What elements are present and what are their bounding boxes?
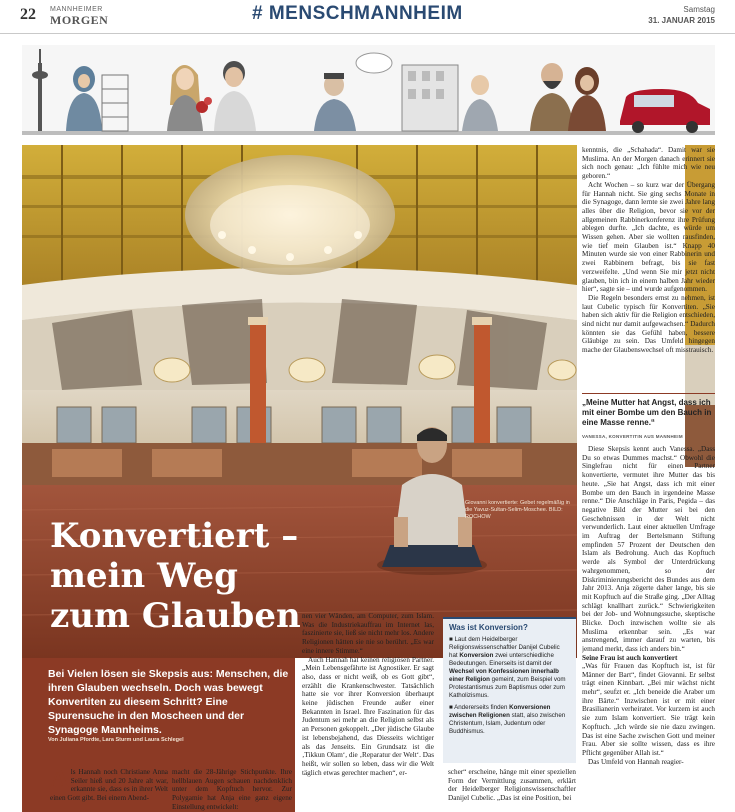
article-right-p6: Das Umfeld von Hannah reagier- (588, 757, 684, 766)
article-main-p1: nen vier Wänden, am Computer, zum Islam. Was die Industriekauffrau im Internet las, faszinierte sie, ließ sie nicht mehr los. Andere Religionen hätten sie nie so berührt. „Es war eine innere Stimme.“ (302, 612, 434, 655)
article-right-p1: kenntnis, die „Schahada“. Damit war sie Muslima. An der Morgen danach erinnert sie sich noch genau: „Ich fühlte mich wie neu geboren.“ (582, 146, 715, 181)
article-right-p5: „Was für Frauen das Kopftuch ist, ist für Männer der Bart“, findet Giovanni. Er selbst trägt einen Kinnbart. „Bei mir wächst nicht mehr“, seufzt er. „Ich beneide die Araber um ihre Bärte.“ Inzwischen ist er mit einer Brasilianerin verheiratet. Vor kurzem ist auch sie zum Islam konvertiert. Sie trägt kein Kopftuch. „Ich würde sie nie dazu zwingen. Das ist eine Sache zwischen Gott und meiner Frau. Aber sie sollte wissen, dass es ihre Pflicht gegenüber Allah ist.“ (582, 661, 715, 757)
pull-quote-text: „Meine Mutter hat Angst, dass ich mit einer Bombe um den Bauch in eine Masse renne.“ (582, 398, 712, 427)
article-col2-text: macht die 28-Jährige Stichpunkte. Ihre hellblauen Augen schauen nachdenklich unter dem Kopftuch hervor. Zur Polygamie hat Anja eine ganz eigene Einstellung entwickelt: (172, 768, 292, 811)
article-subheading: Seine Frau ist auch konvertiert (582, 653, 678, 662)
article-column-right-bottom (582, 445, 715, 812)
headline-line2: mein Weg (50, 556, 238, 596)
section-title: # MENSCHMANNHEIM (252, 3, 463, 24)
info-box-title: Was ist Konversion? (449, 623, 528, 632)
headline-line1: Konvertiert – (50, 516, 299, 556)
article-main-p2: Auch Hannah hat keinen religiösen Partner. „Mein Lebensgefährte ist Agnostiker. Er sagt also, dass er nicht weiß, ob es Gott gibt“, erzählt die Krankenschwester. Tatsächlich hatte sie vor ihrer Konversion überhaupt keine jüdischen Freunde außer einer Bekannten in Israel. Ihre Faszination für das Judentum sei mehr an die Religion selbst als an Personen gekoppelt. „Der jüdische Glaube ist lebensbejahend, das Diesseits wichtiger als das Jenseits. Ein Grundsatz ist die ‚Tikkun Olam‘, die ‚Reparatur der Welt‘. Das heißt, wir sollen so leben, dass wir die Welt täglich etwas gerechter machen“, er- (302, 655, 434, 777)
caption-credit: BILD: ROCHOW (465, 507, 563, 520)
byline: Von Juliana Pfordte, Lara Sturm und Laura Schlegel (48, 737, 184, 743)
lead-text: Bei Vielen lösen sie Skepsis aus: Menschen, die ihren Glauben wechseln. Doch was bewegt Konvertiten zu diesem Schritt? Eine Spurensuche in den Moscheen und der Synagoge Mannheims. (48, 668, 289, 736)
article-column-3 (302, 612, 434, 812)
info-box (443, 617, 576, 763)
article-right-p2: Acht Wochen – so kurz war der Übergang für Hannah nicht. Sie ging sechs Monate in die Synagoge, dann lernte sie zwei Jahre lang alles über die Religion, bevor sie vor der allgemeinen Rabbinerkonferenz ihre Prüfung ablegen durfte. „Ich dachte, es würde um Wissen gehen. Aber sie wollten rausfinden, wie tief mein Glauben ist.“ Knapp 40 Minuten wurde sie von einer Rabbinerin und zwei Rabbinern befragt, bis sie fast verzweifelte. „Und wenn Sie mir jetzt nicht glauben, bin ich in einem halben Jahr wieder hier“, sagte sie – und wurde aufgenommen. (582, 180, 715, 294)
article-right-p3: Die Regeln besonders ernst zu nehmen, ist laut Cubelic typisch für Konvertiten. „Sie haben sich aktiv für die Religion entschieden, sind nicht nur damit aufgewachsen.“ Dadurch könnten sie das Gefühl haben, bessere Gläubige zu sein. Das Umfeld hingegen mache der Glaubenswechsel oft misstrauisch. (582, 293, 715, 355)
issue-date (648, 4, 715, 26)
dropcap: A (50, 768, 69, 793)
newspaper-name-line1: MANNHEIMER (50, 6, 103, 13)
article-column-right-top (582, 146, 715, 386)
weekday: Samstag (683, 5, 715, 14)
info-box-paragraph-1: ■ Laut dem Heidelberger Religionswissenschaftler Danijel Cubelic hat Konversion zwei unterschiedliche Bedeutungen. Einerseits ist damit der Wechsel von Konfessionen innerhalb einer Religion gemeint, zum Beispiel vom Protestantismus zum Baptismus oder zum Katholizismus. (449, 636, 566, 699)
illustrated-banner (22, 45, 715, 135)
date: 31. JANUAR 2015 (648, 16, 715, 25)
headline-line3: zum Glauben (50, 596, 301, 636)
article-right-p4: Diese Skepsis kennt auch Vanessa. „Dass Du so etwas Dummes machst.“ Obwohl die Singlefrau nicht für einen Partner konvertierte, vermutet ihre Mutter das bis heute. „Sie hat Angst, dass ich mit einer Bombe um den Bauch in irgendeine Masse renne.“ Die Anschläge in Paris, Pegida – das negative Bild der Mutter sei bei den Geschehnissen in der Welt nicht verwunderlich. Laut einer aktuellen Umfrage im Auftrag der Bertelsmann Stiftung empfinden 57 Prozent der Deutschen den Islam als Bedrohung. Auch das Kopftuch werde als Symbol der Unterdrückung wahrgenommen, so der Diskriminierungsbericht des Bundes aus dem Jahr 2013. Anja zögerte daher lange, bis sie mit Kopftuch auf die Straße ging. „Der Alltag schlägt knallhart zurück.“ Schwierigkeiten bei der Job- und Wohnungssuche, skeptische Blicke. Doch inzwischen wollte sie als Muslima erkennbar sein. „Es war anstrengend, immer darauf zu warten, bis jemand merkt, dass ich anders bin.“ (582, 445, 715, 654)
photo-caption (465, 500, 570, 521)
article-column-4 (448, 768, 576, 812)
article-mid-bottom-text: scher“ erscheine, hänge mit einer speziellen Form der Vermittlung zusammen, erklärt der Heidelberger Religionswissenschaftler Danijel Cubelic. „Das ist eine Position, bei (448, 768, 576, 803)
caption-text: Giovanni konvertierte: Gebet regelmäßig in die Yavuz-Sultan-Selim-Moschee. (465, 500, 570, 513)
article-col1-text: ls Hannah noch Christiane Anna Seiler hieß und 20 Jahre alt war, erkannte sie, dass es in ihrer Welt einen Gott gibt. Bei einem Abend- (50, 768, 168, 803)
masthead (0, 0, 735, 34)
article-column-2 (172, 768, 292, 812)
banner-illustration (22, 45, 715, 135)
pull-quote (582, 393, 715, 439)
info-box-paragraph-2: ■ Andererseits finden Konversionen zwischen Religionen statt, also zwischen Christentum, Islam, Judentum oder Buddhismus. (449, 704, 566, 735)
page-number: 22 (20, 6, 36, 23)
pull-quote-source: VANESSA, KONVERTITIN AUS MANNHEIM (582, 434, 683, 439)
newspaper-name-line2: MORGEN (50, 13, 109, 27)
article-column-1 (50, 768, 168, 812)
newspaper-name (50, 6, 108, 27)
